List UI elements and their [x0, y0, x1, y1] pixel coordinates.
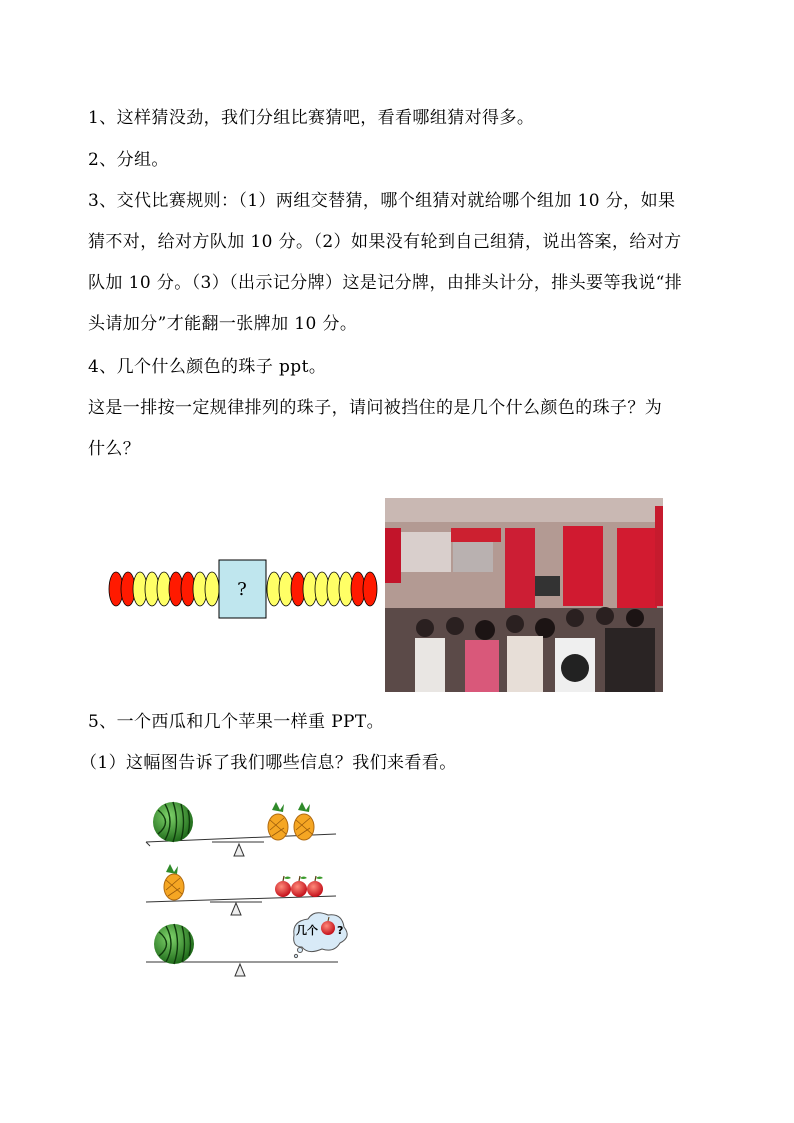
pineapple-icon [294, 802, 314, 840]
step-1-text: 1、这样猜没劲，我们分组比赛猜吧，看看哪组猜对得多。 [88, 108, 535, 128]
watermelon-icon [153, 802, 193, 842]
hidden-beads-question-mark: ? [237, 579, 247, 600]
step-3-text-cont-2: 队加 10 分。（3）（出示记分牌）这是记分牌，由排头计分，排头要等我说“排 [88, 273, 683, 293]
beads-question: 这是一排按一定规律排列的珠子，请问被挡住的是几个什么颜色的珠子？为 [88, 398, 663, 418]
apple-icon [291, 876, 307, 897]
scale-watermelon-question [146, 913, 347, 976]
apple-icon [307, 876, 323, 897]
step-3-text: 3、交代比赛规则：（1）两组交替猜，哪个组猜对就给哪个组加 10 分，如果 [88, 191, 676, 211]
step-3-text-cont-1: 猜不对，给对方队加 10 分。（2）如果没有轮到自己组猜，说出答案，给对方 [88, 232, 682, 252]
step-3-text-cont-3: 头请加分”才能翻一张牌加 10 分。 [88, 314, 358, 334]
apple-icon [275, 876, 291, 897]
step-4-text: 4、几个什么颜色的珠子 ppt。 [88, 357, 327, 377]
scale-pineapple-apples [146, 864, 336, 915]
pineapple-icon [268, 802, 288, 840]
thought-bubble [294, 913, 348, 958]
step-5-question: （1）这幅图告诉了我们哪些信息？我们来看看。 [80, 753, 457, 773]
step-2-text: 2、分组。 [88, 150, 169, 170]
thought-question-mark: ? [337, 924, 344, 937]
beads-question-cont: 什么？ [88, 439, 141, 459]
step-5-text: 5、一个西瓜和几个苹果一样重 PPT。 [88, 712, 385, 732]
scale-watermelon-pineapples [146, 802, 336, 856]
thought-label: 几个 [296, 924, 318, 937]
pineapple-icon [164, 864, 184, 900]
watermelon-icon [154, 924, 194, 964]
